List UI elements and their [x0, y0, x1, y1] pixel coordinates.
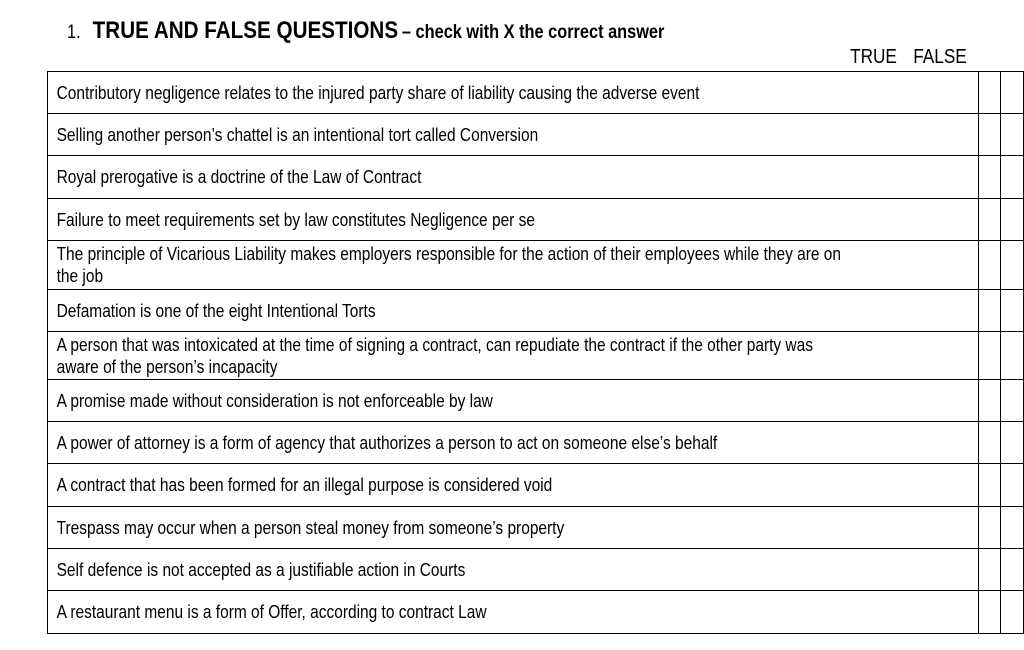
false-answer-box[interactable] — [1001, 507, 1024, 549]
table-row — [48, 241, 1024, 290]
questions-table — [47, 71, 1024, 634]
question-cell — [48, 156, 979, 199]
false-answer-box[interactable] — [1001, 72, 1024, 114]
table-row — [48, 72, 1024, 114]
true-answer-box[interactable] — [979, 241, 1001, 290]
false-answer-box[interactable] — [1001, 422, 1024, 464]
question-text: Selling another person’s chattel is an intentional tort called Conversion — [56, 124, 539, 145]
question-text: A promise made without consideration is not enforceable by law — [56, 390, 493, 411]
false-answer-box[interactable] — [1001, 241, 1024, 290]
table-row — [48, 199, 1024, 241]
true-column-header: TRUE — [850, 46, 897, 68]
question-text: Royal prerogative is a doctrine of the Law of Contract — [56, 167, 422, 187]
question-text: Trespass may occur when a person steal money from someone’s property — [56, 517, 565, 538]
true-answer-box[interactable] — [979, 549, 1001, 591]
table-row — [48, 507, 1024, 549]
false-answer-box[interactable] — [1001, 156, 1024, 199]
question-text: A contract that has been formed for an illegal purpose is considered void — [56, 475, 553, 495]
true-answer-box[interactable] — [979, 114, 1001, 156]
true-answer-box[interactable] — [979, 464, 1001, 507]
false-answer-box[interactable] — [1001, 464, 1024, 507]
false-answer-box[interactable] — [1001, 114, 1024, 156]
false-answer-box[interactable] — [1001, 332, 1024, 380]
question-cell — [48, 72, 979, 114]
true-answer-box[interactable] — [979, 507, 1001, 549]
true-answer-box[interactable] — [979, 156, 1001, 199]
table-row — [48, 156, 1024, 199]
section-heading — [67, 17, 664, 45]
question-text: A person that was intoxicated at the time of signing a contract, can repudiate the contract if the other party was aware of the person’s incapacity — [56, 334, 813, 377]
section-instruction: – check with X the correct answer — [401, 22, 665, 43]
false-answer-box[interactable] — [1001, 290, 1024, 332]
false-answer-box[interactable] — [1001, 549, 1024, 591]
question-text: Failure to meet requirements set by law constitutes Negligence per se — [56, 209, 536, 230]
question-cell — [48, 591, 979, 634]
table-row — [48, 422, 1024, 464]
table-row — [48, 591, 1024, 634]
question-text: Self defence is not accepted as a justifiable action in Courts — [56, 559, 466, 580]
question-text: Defamation is one of the eight Intentional Torts — [56, 300, 376, 321]
false-answer-box[interactable] — [1001, 199, 1024, 241]
true-answer-box[interactable] — [979, 380, 1001, 422]
question-text: A restaurant menu is a form of Offer, according to contract Law — [56, 602, 487, 622]
table-row — [48, 114, 1024, 156]
question-cell — [48, 464, 979, 507]
question-cell — [48, 114, 979, 156]
false-column-header: FALSE — [913, 46, 967, 68]
true-answer-box[interactable] — [979, 591, 1001, 634]
question-text: Contributory negligence relates to the injured party share of liability causing the adverse event — [56, 82, 700, 103]
true-answer-box[interactable] — [979, 199, 1001, 241]
question-text: A power of attorney is a form of agency that authorizes a person to act on someone else’s behalf — [56, 432, 718, 453]
section-number: 1. — [67, 22, 81, 43]
true-answer-box[interactable] — [979, 290, 1001, 332]
question-cell — [48, 332, 979, 380]
section-title: TRUE AND FALSE QUESTIONS — [92, 17, 399, 44]
table-row — [48, 380, 1024, 422]
question-text: The principle of Vicarious Liability makes employers responsible for the action of their employees while they are on the job — [56, 244, 842, 286]
false-answer-box[interactable] — [1001, 380, 1024, 422]
question-cell — [48, 199, 979, 241]
question-cell — [48, 241, 979, 290]
table-row — [48, 290, 1024, 332]
true-answer-box[interactable] — [979, 72, 1001, 114]
question-cell — [48, 549, 979, 591]
false-answer-box[interactable] — [1001, 591, 1024, 634]
question-cell — [48, 380, 979, 422]
table-row — [48, 549, 1024, 591]
table-row — [48, 332, 1024, 380]
table-row — [48, 464, 1024, 507]
question-cell — [48, 290, 979, 332]
true-answer-box[interactable] — [979, 332, 1001, 380]
question-cell — [48, 507, 979, 549]
true-answer-box[interactable] — [979, 422, 1001, 464]
question-cell — [48, 422, 979, 464]
